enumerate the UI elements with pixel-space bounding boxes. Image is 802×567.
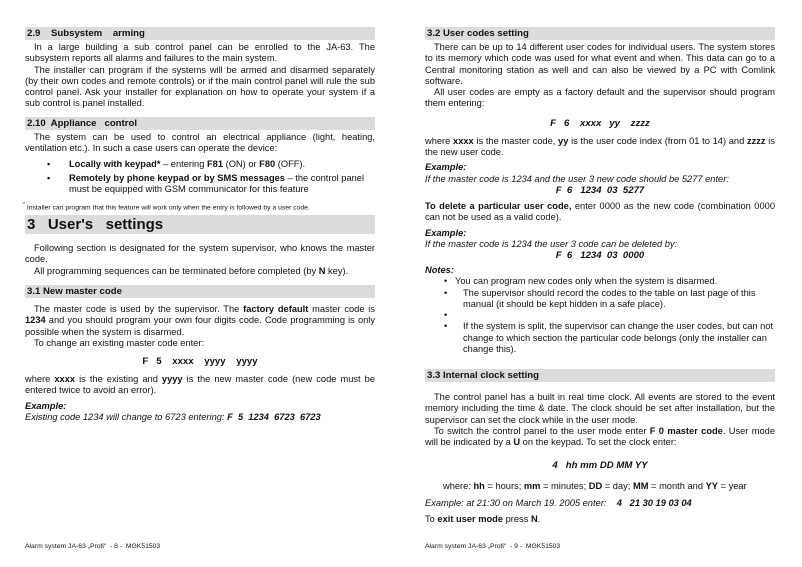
notes-list xyxy=(425,276,775,355)
example-label: Example: xyxy=(425,162,467,173)
code-sequence: F 6 xxxx yy zzzz xyxy=(550,117,650,129)
example-text: Existing code 1234 will change to 6723 entering: F 5 1234 6723 6723 xyxy=(25,412,321,423)
example-text: Example: at 21:30 on March 19. 2005 enter: 4 21 30 19 03 04 xyxy=(425,497,692,508)
paragraph: In a large building a sub control panel can be enrolled to the JA-63. The subsystem reports all alarms and failures to the main system. xyxy=(25,42,375,64)
paragraph: To switch the control panel to the user mode enter F 0 master code. User mode will be indicated by a U on the keypad. To set the clock enter: xyxy=(425,425,775,448)
section-2-10-body xyxy=(25,132,375,198)
paragraph: All programming sequences can be terminated before completed (by N key). xyxy=(34,265,349,276)
section-3-heading: 3 User's settings xyxy=(25,215,375,234)
list-item xyxy=(455,310,775,321)
paragraph: where xxxx is the master code, yy is the user code index (from 01 to 14) and zzzz is the new user code. xyxy=(425,135,775,158)
code-example: F 6 1234 03 5277 xyxy=(555,184,645,196)
code-sequence: 4 hh mm DD MM YY xyxy=(552,460,648,472)
paragraph: To change an existing master code enter: xyxy=(34,337,205,348)
paragraph: The installer can program if the systems will be armed and disarmed separately (by their own codes and remote controls) or if the main control panel will rule the sub control panel. Ask your installer for explanation on how to operate your system if a sub control is panel installed. xyxy=(25,64,375,109)
right-page xyxy=(425,0,775,567)
paragraph: The control panel has a built in real time clock. All events are stored to the event memory including the time & date. The clock should be set after installation, but the supervisor can set the clock while in the user mode. xyxy=(425,392,775,425)
paragraph: All user codes are empty as a factory default and the supervisor should program them entering: xyxy=(425,87,775,109)
section-2-9-heading: 2.9 Subsystem arming xyxy=(25,27,375,40)
paragraph: To exit user mode press N. xyxy=(425,514,541,525)
list-item: • You can program new codes only when the system is disarmed. xyxy=(455,276,775,287)
footnote: * Installer can program that this feature will work only when the entry is followed by a user code. xyxy=(23,202,310,212)
section-2-10-heading: 2.10 Appliance control xyxy=(25,117,375,130)
page-footer: Alarm system JA-63 „Profi“ - 9 - MGK51503 xyxy=(425,543,561,550)
section-3-1-heading: 3.1 New master code xyxy=(25,285,375,298)
list-item: • If the system is split, the supervisor can change the user codes, but can not change to which section the particular code belongs (only the installer can change this). xyxy=(455,321,775,355)
paragraph: where: hh = hours; mm = minutes; DD = day; MM = month and YY = year xyxy=(443,481,747,492)
paragraph: There can be up to 14 different user codes for individual users. The system stores to its memory which code was used for what event and when. This data can go to a Central monitoring station as well and can also be viewed by a PC with Comlink software. xyxy=(425,42,775,86)
section-3-1-body xyxy=(25,304,375,423)
code-sequence: F 5 xxxx yyyy yyyy xyxy=(142,356,258,368)
example-text: If the master code is 1234 and the user 3 new code should be 5277 enter: xyxy=(425,173,729,184)
example-text: If the master code is 1234 the user 3 code can be deleted by: xyxy=(425,238,678,249)
page-footer: Alarm system JA-63 „Profi“ - 8 - MGK51503 xyxy=(25,543,161,550)
section-2-9-body xyxy=(25,42,375,110)
section-3-2-body xyxy=(425,42,775,355)
list-item: • The supervisor should record the codes to the table on last page of this manual (it should be kept hidden in a safe place). xyxy=(455,288,775,311)
section-3-2-heading: 3.2 User codes setting xyxy=(425,27,775,40)
list-item: ▪ Locally with keypad* – entering F81 (ON) or F80 (OFF). xyxy=(69,159,375,170)
section-3-body xyxy=(25,243,375,277)
notes-label: Notes: xyxy=(425,265,454,276)
code-example: F 6 1234 03 0000 xyxy=(555,250,645,262)
left-page xyxy=(25,0,375,567)
paragraph: Following section is designated for the system supervisor, who knows the master code. xyxy=(25,243,375,265)
section-3-3-body xyxy=(425,392,775,525)
example-label: Example: xyxy=(425,227,467,238)
list-item: ▪ Remotely by phone keypad or by SMS messages – the control panel must be equipped with GSM communicator for this feature xyxy=(69,173,375,196)
paragraph: where xxxx is the existing and yyyy is the new master code (new code must be entered twice to avoid an error). xyxy=(25,374,375,396)
appliance-list xyxy=(25,159,375,196)
section-3-3-heading: 3.3 Internal clock setting xyxy=(425,369,775,382)
paragraph: The system can be used to control an electrical appliance (light, heating, ventilation etc.). In such a case users can operate the device: xyxy=(25,132,375,154)
paragraph: The master code is used by the supervisor. The factory default master code is 1234 and you should program your own four digits code. Code programming is only possible when the system is disarmed. xyxy=(25,304,376,337)
example-label: Example: xyxy=(25,400,67,411)
paragraph: To delete a particular user code, enter 0000 as the new code (combination 0000 can not be used as a valid code). xyxy=(425,200,775,223)
